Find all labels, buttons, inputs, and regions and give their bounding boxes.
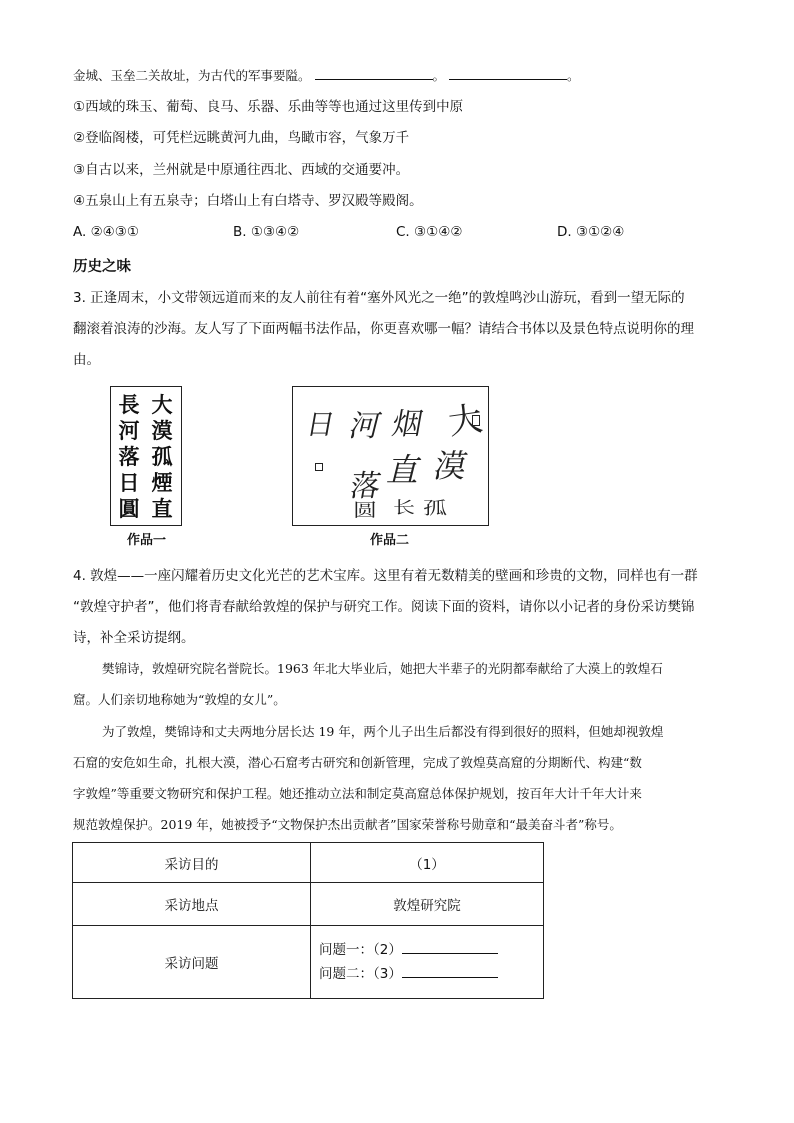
calligraphy-char: 直 xyxy=(151,496,173,521)
q2-item-4: ④五泉山上有五泉寺；白塔山上有白塔寺、罗汉殿等殿阁。 xyxy=(73,193,423,209)
q4-line-3: 诗，补全采访提纲。 xyxy=(73,630,195,646)
answer-blank[interactable] xyxy=(402,940,498,954)
option-d: D. ③①②④ xyxy=(557,224,625,240)
q2-item-2: ②登临阁楼，可凭栏远眺黄河九曲，鸟瞰市容，气象万千 xyxy=(73,130,410,146)
q3-line-1: 3. 正逢周末，小文带领远道而来的友人前往有着“塞外风光之一绝”的敦煌鸣沙山游玩，看到一望无际的 xyxy=(73,290,685,306)
q3-line-3: 由。 xyxy=(73,352,100,368)
q2-item-3: ③自古以来，兰州就是中原通往西北、西域的交通要冲。 xyxy=(73,162,410,178)
calligraphy-char: 圆 xyxy=(353,499,377,521)
question-2-row xyxy=(319,962,542,986)
calligraphy-work-2 xyxy=(292,386,489,526)
calligraphy-char: 孤 xyxy=(151,444,173,469)
table-row xyxy=(73,883,544,926)
calligraphy-char: 落 xyxy=(347,469,384,504)
section-title: 历史之味 xyxy=(73,259,131,275)
material-line-2: 窟。人们亲切地称她为“敦煌的女儿”。 xyxy=(73,692,286,707)
table-cell-answer[interactable]: （1） xyxy=(311,843,544,883)
blank-separator: 。 xyxy=(432,68,446,83)
work-1-column-right xyxy=(147,392,177,522)
calligraphy-char: 日 xyxy=(118,470,140,495)
question-1-row xyxy=(319,938,542,962)
calligraphy-char: 长 xyxy=(393,498,416,518)
table-row xyxy=(73,843,544,883)
answer-blank[interactable] xyxy=(315,66,433,80)
calligraphy-char: 河 xyxy=(345,409,385,444)
table-cell-value: 敦煌研究院 xyxy=(311,883,544,926)
calligraphy-work-1 xyxy=(110,386,182,526)
calligraphy-char: 圓 xyxy=(118,496,140,521)
material-line-3: 为了敦煌，樊锦诗和丈夫两地分居长达 19 年，两个儿子出生后都没有得到很好的照料，但她却视敦煌 xyxy=(102,724,664,739)
interview-outline-table xyxy=(72,842,544,999)
calligraphy-char: 直 xyxy=(383,451,426,489)
q4-line-1: 4. 敦煌——一座闪耀着历史文化光芒的艺术宝库。这里有着无数精美的壁画和珍贵的文物，同样也有一群 xyxy=(73,568,698,584)
q4-line-2: “敦煌守护者”，他们将青春献给敦煌的保护与研究工作。阅读下面的资料，请你以小记者的身份采访樊锦 xyxy=(73,599,695,615)
q2-stem: 金城、玉垒二关故址，为古代的军事要隘。 xyxy=(73,68,311,83)
material-line-4: 石窟的安危如生命，扎根大漠，潜心石窟考古研究和创新管理，完成了敦煌莫高窟的分期断代、构建“数 xyxy=(73,755,642,770)
work-1-caption: 作品一 xyxy=(127,533,167,548)
table-cell-label: 采访目的 xyxy=(73,843,311,883)
table-cell-label: 采访问题 xyxy=(73,926,311,999)
material-line-5: 字敦煌”等重要文物研究和保护工程。她还推动立法和制定莫高窟总体保护规划，按百年大计千年大计来 xyxy=(73,786,642,801)
work-2-caption: 作品二 xyxy=(370,533,410,548)
calligraphy-char: 大 xyxy=(445,398,486,444)
calligraphy-char: 漠 xyxy=(151,418,173,443)
question-2-label: 问题二：（3） xyxy=(319,966,402,982)
table-row xyxy=(73,926,544,999)
calligraphy-char: 大 xyxy=(151,392,173,417)
calligraphy-char: 日 xyxy=(303,408,338,441)
answer-blank[interactable] xyxy=(402,964,498,978)
calligraphy-char: 孤 xyxy=(423,498,445,519)
seal-stamp-icon xyxy=(315,463,323,471)
calligraphy-char: 長 xyxy=(118,392,140,417)
table-cell-questions xyxy=(311,926,544,999)
material-line-6: 规范敦煌保护。2019 年，她被授予“文物保护杰出贡献者”国家荣誉称号勋章和“最美奋斗者”称号。 xyxy=(73,817,622,832)
calligraphy-char: 漠 xyxy=(430,447,471,485)
calligraphy-char: 河 xyxy=(118,418,140,443)
blank-separator: 。 xyxy=(567,68,580,83)
q2-item-1: ①西域的珠玉、葡萄、良马、乐器、乐曲等等也通过这里传到中原 xyxy=(73,99,464,115)
work-1-column-left xyxy=(114,392,144,522)
q2-stem-line xyxy=(73,66,580,86)
question-1-label: 问题一：（2） xyxy=(319,942,402,958)
table-cell-label: 采访地点 xyxy=(73,883,311,926)
calligraphy-char: 烟 xyxy=(389,407,426,442)
seal-stamp-icon xyxy=(472,415,480,426)
answer-blank[interactable] xyxy=(449,66,567,80)
option-c: C. ③①④② xyxy=(396,224,463,240)
calligraphy-char: 煙 xyxy=(151,470,173,495)
work-2-script xyxy=(293,387,488,525)
material-line-1: 樊锦诗，敦煌研究院名誉院长。1963 年北大毕业后，她把大半辈子的光阴都奉献给了大漠上的敦煌石 xyxy=(102,661,663,676)
option-b: B. ①③④② xyxy=(233,224,300,240)
option-a: A. ②④③① xyxy=(73,224,139,240)
calligraphy-char: 落 xyxy=(118,444,140,469)
q3-line-2: 翻滚着浪涛的沙海。友人写了下面两幅书法作品，你更喜欢哪一幅？请结合书体以及景色特点说明你的理 xyxy=(73,321,694,337)
